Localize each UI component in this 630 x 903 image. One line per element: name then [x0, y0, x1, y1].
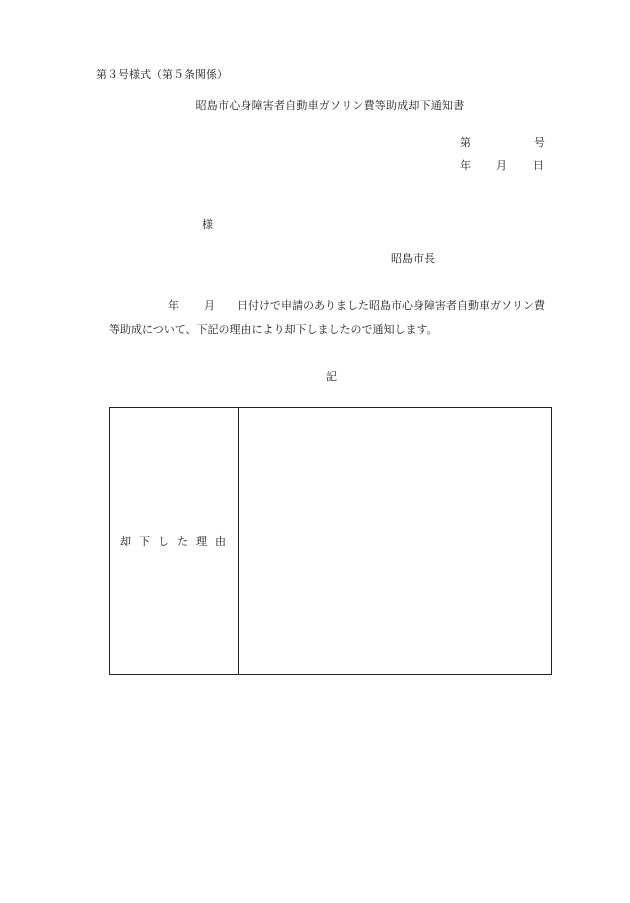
document-number-prefix: 第 [460, 136, 471, 149]
reason-label: 却下した理由 [120, 535, 234, 548]
document-title: 昭島市心身障害者自動車ガソリン費等助成却下通知書 [195, 99, 465, 112]
sender-name: 昭島市長 [391, 252, 435, 265]
note-heading: 記 [326, 370, 337, 383]
body-text-line-1: 日付けで申請のありました昭島市心身障害者自動車ガソリン費 [237, 299, 545, 312]
form-number: 第３号様式（第５条関係） [96, 68, 228, 81]
body-month: 月 [204, 299, 215, 312]
addressee-honorific: 様 [202, 218, 213, 231]
document-number-suffix: 号 [534, 136, 545, 149]
body-year: 年 [168, 299, 179, 312]
issue-date-month: 月 [496, 159, 507, 172]
issue-date-year: 年 [460, 159, 471, 172]
reason-table [109, 407, 552, 675]
issue-date-day: 日 [533, 159, 544, 172]
body-text-line-2: 等助成について、下記の理由により却下しましたので通知します。 [109, 323, 438, 336]
reason-label-cell [110, 408, 239, 674]
reason-value-cell [239, 408, 551, 674]
